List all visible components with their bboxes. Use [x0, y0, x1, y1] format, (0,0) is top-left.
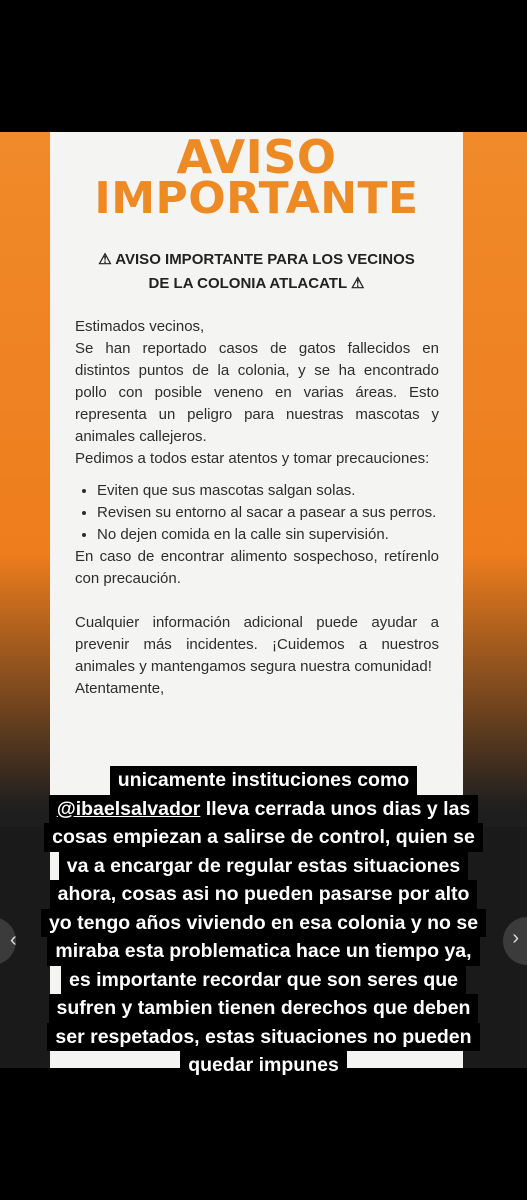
caption-line: es importante recordar que son seres que: [61, 966, 466, 995]
poster-subtitle: [70, 248, 443, 296]
caption-line: va a encargar de regular estas situaciones: [59, 852, 468, 881]
caption-line: quedar impunes: [180, 1051, 347, 1080]
mention-link[interactable]: @ibaelsalvador: [56, 797, 201, 820]
greeting: Estimados vecinos,: [75, 318, 205, 335]
precautions-list: [75, 480, 439, 546]
signoff: Atentamente,: [75, 680, 165, 697]
paragraph-1: Se han reportado casos de gatos fallecidos en distintos puntos de la colonia, y se ha encontrado pollo con posible veneno en varias áreas. Esto representa un peligro para nuestras mascotas y animales callejeros.: [75, 340, 439, 445]
caption-line: yo tengo años viviendo en esa colonia y no se: [41, 909, 486, 938]
caption-line: sufren y tambien tienen derechos que deben: [49, 994, 479, 1023]
poster-title-line2: IMPORTANTE: [94, 173, 419, 224]
caption-line: cosas empiezan a salirse de control, quien se: [44, 823, 483, 852]
subtitle-line1: ⚠ AVISO IMPORTANTE PARA LOS VECINOS: [98, 251, 415, 268]
list-item: • Revisen su entorno al sacar a pasear a sus perros.: [97, 502, 439, 524]
chevron-right-icon: ›: [512, 927, 519, 949]
list-item: • Eviten que sus mascotas salgan solas.: [97, 480, 439, 502]
poster-title-line1: AVISO: [176, 132, 337, 184]
caption-line-text: lleva cerrada unos dias y las: [200, 797, 471, 820]
paragraph-4: Cualquier información adicional puede ayudar a prevenir más incidentes. ¡Cuidemos a nuestros animales y mantengamos segura nuestra comunidad!: [75, 614, 439, 675]
poster-body: [75, 316, 439, 700]
story-caption: [2, 766, 525, 1080]
caption-line: miraba esta problematica hace un tiempo ya,: [47, 937, 479, 966]
subtitle-line2: DE LA COLONIA ATLACATL ⚠: [148, 275, 365, 292]
paragraph-2: Pedimos a todos estar atentos y tomar precauciones:: [75, 450, 430, 467]
caption-line: ahora, cosas asi no pueden pasarse por alto: [50, 880, 478, 909]
caption-line: [49, 795, 479, 824]
caption-line: unicamente instituciones como: [110, 766, 417, 795]
caption-line: ser respetados, estas situaciones no pueden: [47, 1023, 479, 1052]
list-item: • No dejen comida en la calle sin supervisión.: [97, 524, 439, 546]
paragraph-3: En caso de encontrar alimento sospechoso, retírenlo con precaución.: [75, 548, 439, 587]
chevron-left-icon: ‹: [10, 929, 17, 951]
